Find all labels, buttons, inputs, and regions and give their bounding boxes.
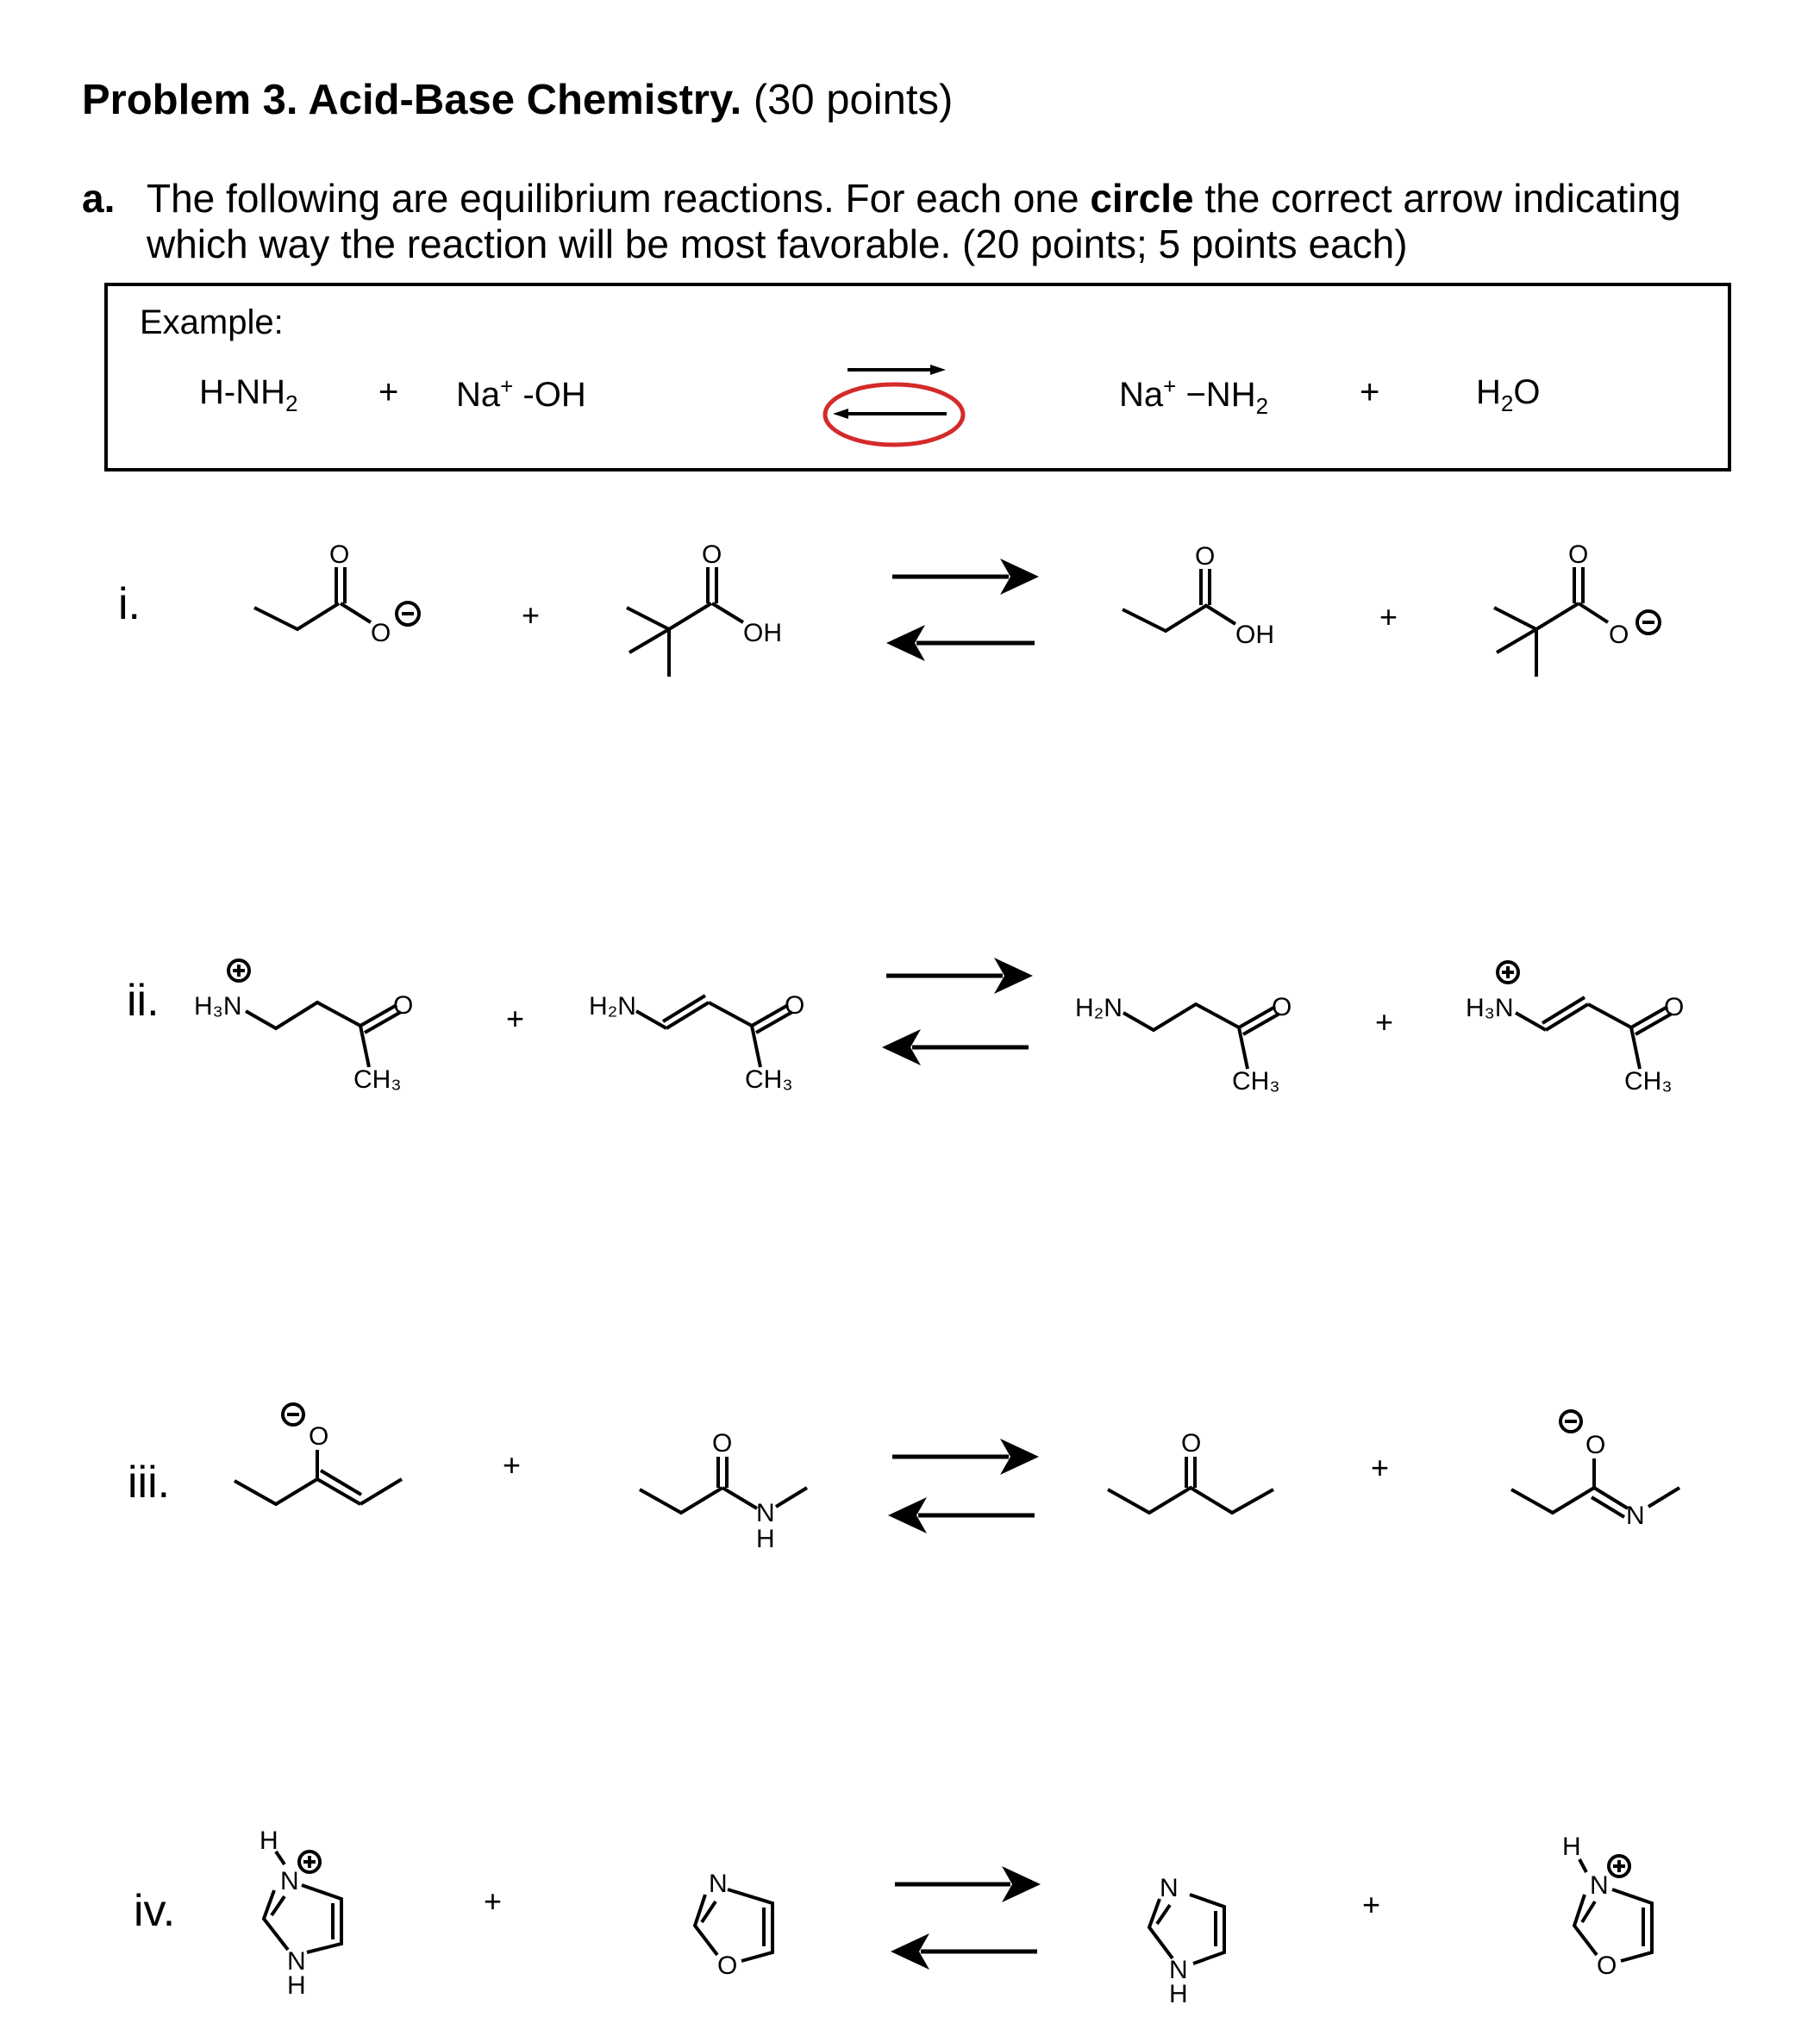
plus-sign: +: [1379, 599, 1398, 634]
title-bold: Problem 3. Acid-Base Chemistry.: [82, 77, 742, 123]
atom-label: O: [1181, 1429, 1202, 1458]
plus-sign: +: [503, 1447, 522, 1483]
pivalic-acid: [627, 567, 743, 677]
group-label: H₃N: [194, 992, 242, 1021]
atom-label: O: [717, 1951, 738, 1980]
example-text: Na: [456, 376, 501, 414]
question-a-text: the correct arrow indicating: [1193, 176, 1681, 221]
atom-label: H: [1562, 1833, 1581, 1861]
plus-signs: [484, 597, 1398, 1922]
plus-sign: +: [484, 1883, 503, 1919]
atom-label: N: [1626, 1502, 1645, 1530]
ammonium-ketone: [228, 960, 401, 1067]
reaction-i-reverse-arrow[interactable]: [886, 625, 1035, 661]
question-a-line2: which way the reaction will be most favorable. (20 points; 5 points each): [147, 222, 1408, 266]
reaction-ii-reverse-arrow[interactable]: [882, 1029, 1029, 1065]
imidate-anion: [1511, 1411, 1679, 1517]
example-text: H-NH: [199, 373, 285, 411]
question-a-text: The following are equilibrium reactions. For each one: [147, 176, 1091, 221]
reaction-i-forward-arrow[interactable]: [892, 559, 1039, 595]
iminium-enone: [1498, 962, 1672, 1069]
atom-label: N: [756, 1499, 775, 1527]
atom-label: N: [287, 1947, 306, 1976]
atom-label: O: [329, 540, 350, 569]
atom-label: H: [287, 1971, 306, 2000]
group-label: CH₃: [1624, 1067, 1673, 1096]
example-subscript: 2: [285, 390, 298, 416]
atom-label: O: [785, 991, 805, 1020]
imidazole: [1149, 1895, 1224, 1964]
group-label: H₂N: [1075, 994, 1123, 1022]
example-charge: +: [500, 373, 514, 399]
atom-label: H: [260, 1827, 278, 1855]
example-reverse-arrow[interactable]: [833, 409, 947, 419]
reaction-iii-numeral: iii.: [128, 1458, 171, 1508]
atom-label: OH: [1235, 621, 1274, 649]
group-label: CH₃: [1232, 1067, 1280, 1096]
atom-label: N: [280, 1867, 299, 1895]
question-a-emphasis: circle: [1090, 176, 1194, 221]
reaction-iii-forward-arrow[interactable]: [892, 1439, 1039, 1475]
reaction-iv-numeral: iv.: [134, 1886, 176, 1936]
plus-sign: +: [506, 1001, 525, 1036]
atom-label: O: [1195, 542, 1216, 571]
group-label: H₃N: [1466, 994, 1514, 1022]
example-text: -OH: [513, 376, 586, 414]
example-text: O: [1513, 373, 1541, 411]
pivalate-anion: [1494, 567, 1660, 677]
atom-label: O: [1664, 993, 1685, 1021]
question-a-label: a.: [82, 176, 116, 221]
plus-sign: +: [1375, 1004, 1394, 1040]
group-label: CH₃: [745, 1065, 793, 1094]
group-label: CH₃: [353, 1065, 402, 1094]
atom-label: O: [1272, 993, 1292, 1021]
atom-label: N: [1160, 1874, 1179, 1902]
n-methyl-propanamide: [640, 1457, 807, 1513]
reaction-ii-numeral: ii.: [127, 976, 159, 1026]
reaction-ii-forward-arrow[interactable]: [886, 958, 1033, 994]
enamine-ketone: [636, 996, 792, 1067]
atom-label: H: [1169, 1980, 1188, 2008]
atom-label: H: [756, 1525, 775, 1553]
atom-label: O: [702, 540, 722, 569]
example-label: Example:: [140, 303, 284, 341]
enolate: [235, 1404, 402, 1504]
atom-label: O: [393, 991, 414, 1020]
atom-label: OH: [743, 619, 782, 647]
atom-label: O: [712, 1429, 733, 1458]
reaction-iv-reverse-arrow[interactable]: [891, 1933, 1037, 1970]
reaction-iii-reverse-arrow[interactable]: [888, 1497, 1035, 1533]
example-subscript: 2: [1500, 390, 1514, 416]
atom-label: O: [1568, 540, 1589, 569]
propanoic-acid: [1123, 569, 1235, 631]
plus-sign: +: [1362, 1887, 1381, 1922]
reaction-iv-forward-arrow[interactable]: [895, 1866, 1041, 1902]
atom-label: N: [1590, 1871, 1609, 1900]
amine-ketone: [1123, 1004, 1279, 1069]
title-points: (30 points): [741, 77, 954, 123]
imidazolium: [264, 1852, 341, 1952]
example-forward-arrow[interactable]: [847, 365, 946, 375]
atom-label: O: [1585, 1431, 1606, 1459]
pentan-3-one: [1108, 1457, 1273, 1513]
atom-label: O: [371, 619, 391, 647]
example-text: −NH: [1176, 376, 1256, 414]
example-charge: +: [1163, 373, 1177, 399]
propanoate-anion: [254, 567, 419, 629]
group-label: H₂N: [589, 992, 636, 1021]
plus-sign: +: [522, 597, 541, 633]
plus-sign: +: [1371, 1450, 1390, 1485]
example-plus-1: +: [378, 373, 399, 411]
atom-label: N: [709, 1870, 728, 1898]
oxazolium: [1574, 1856, 1652, 1961]
atom-label: O: [1597, 1951, 1617, 1980]
atom-label: O: [309, 1422, 329, 1451]
example-text: H: [1476, 373, 1501, 411]
atom-label: N: [1169, 1956, 1188, 1984]
atom-label: O: [1609, 621, 1629, 649]
example-subscript: 2: [1255, 393, 1269, 419]
example-text: Na: [1119, 376, 1164, 414]
example-plus-2: +: [1360, 373, 1380, 411]
reaction-i-numeral: i.: [118, 579, 141, 629]
oxazole: [695, 1889, 772, 1961]
